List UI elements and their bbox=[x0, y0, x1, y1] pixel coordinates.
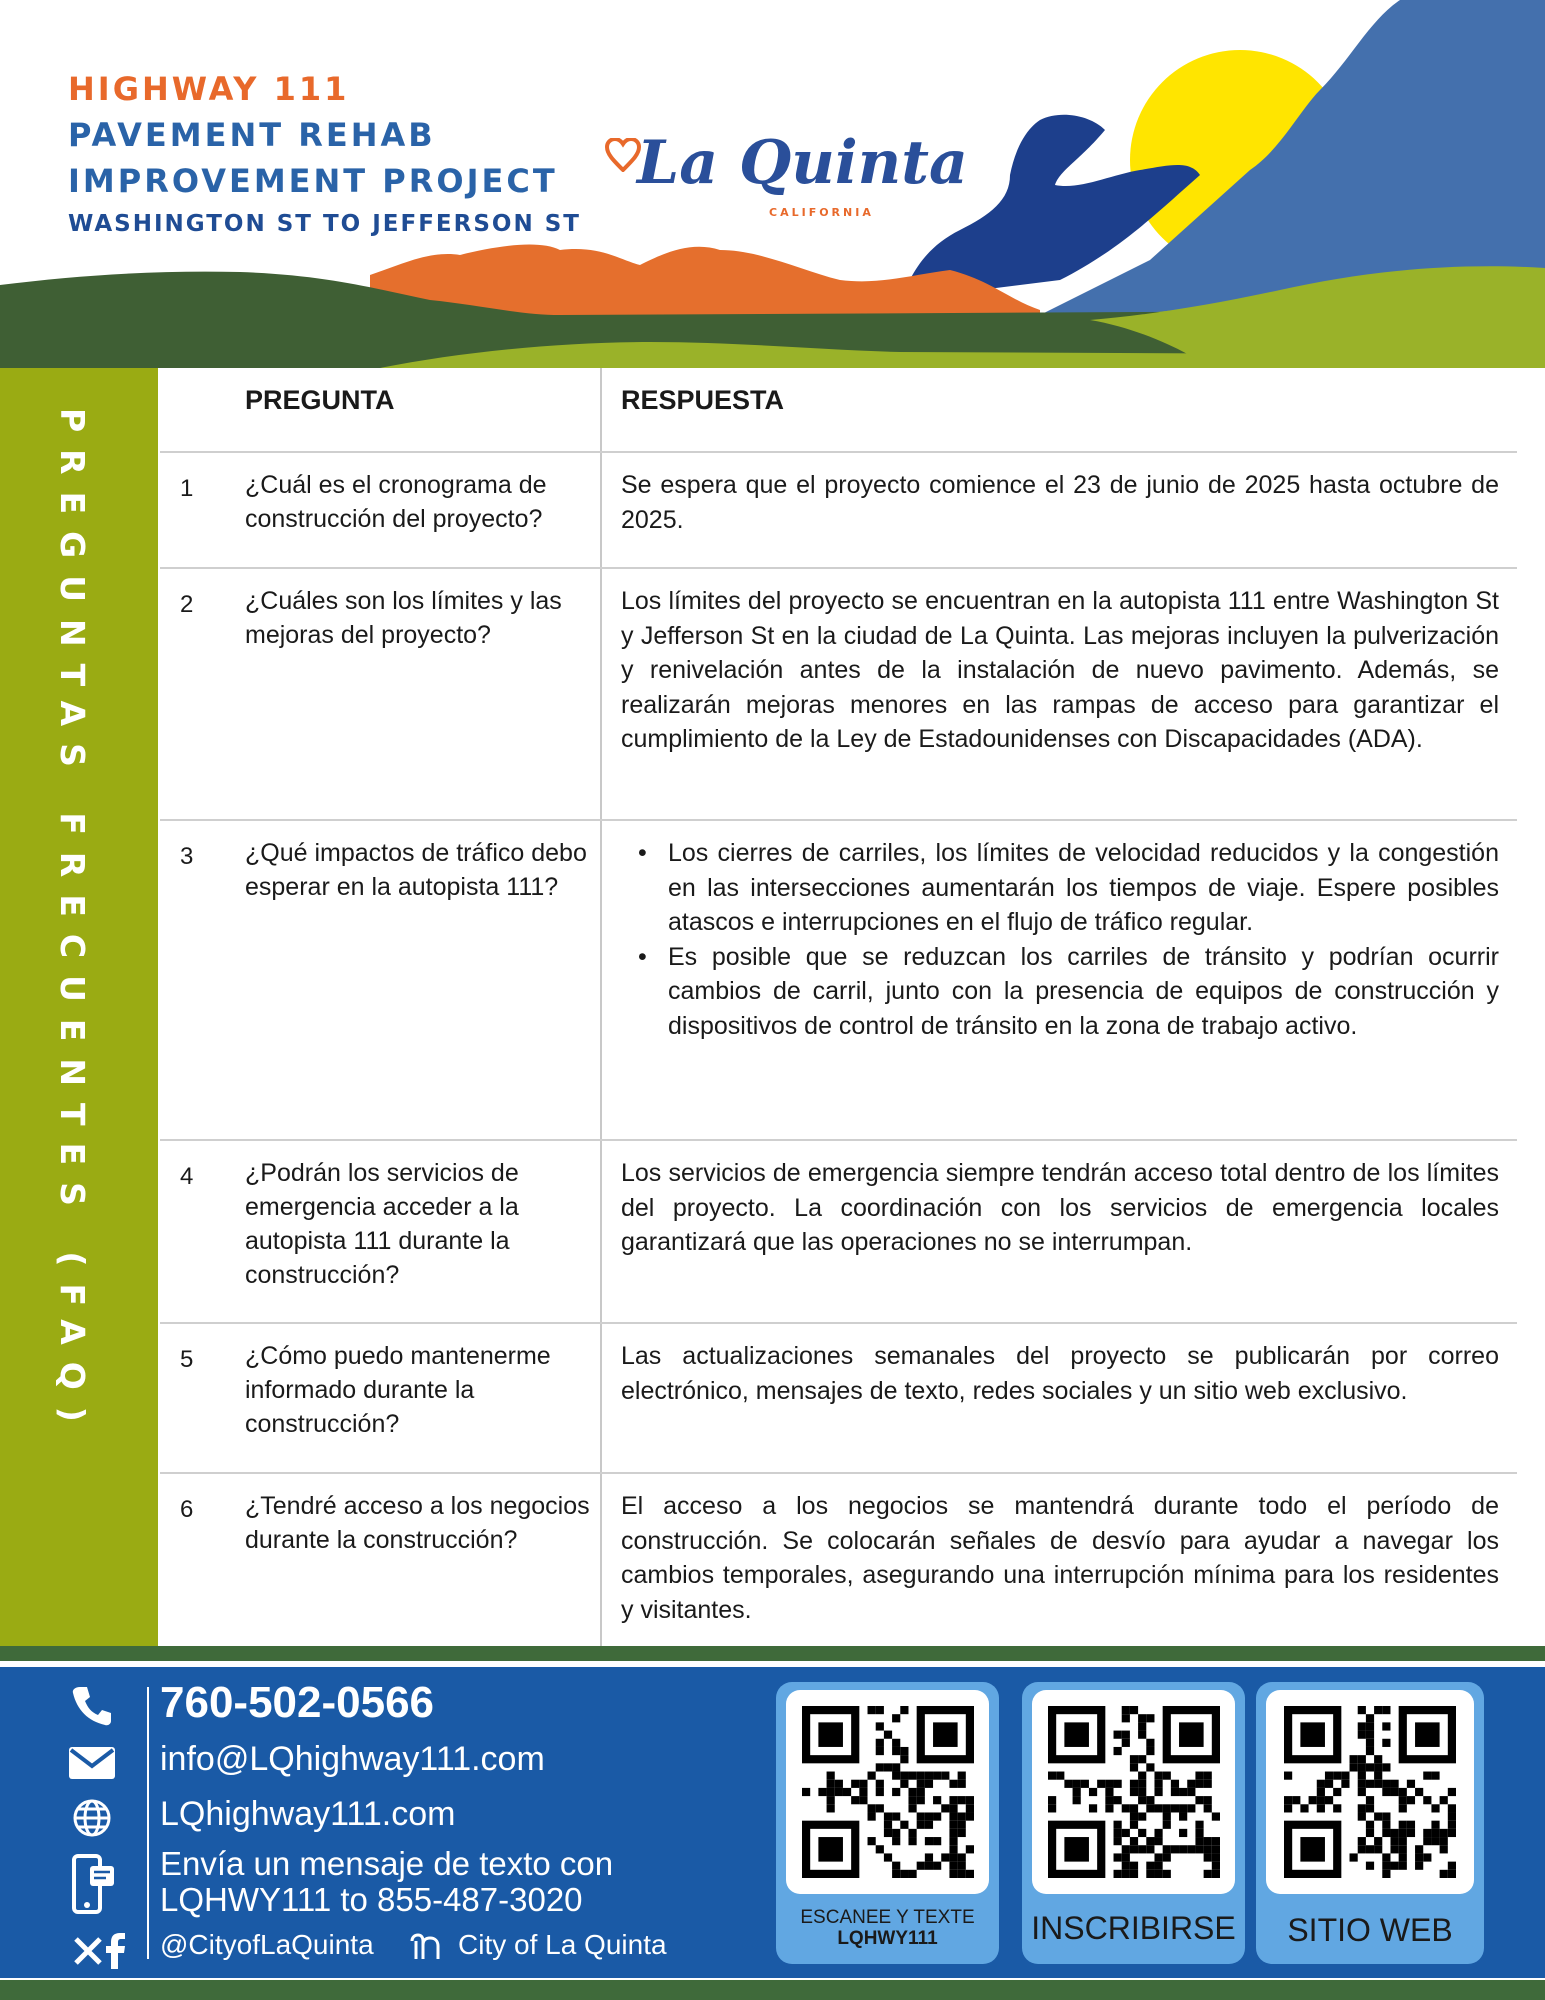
social-handle[interactable]: @CityofLaQuinta bbox=[160, 1929, 374, 1960]
sms-instructions bbox=[160, 1846, 613, 1918]
row-question: ¿Cuál es el cronograma de construcción del proyecto? bbox=[245, 471, 547, 533]
footer-divider bbox=[147, 1687, 149, 1959]
qr-label-website: SITIO WEB bbox=[1287, 1912, 1453, 1948]
title-limits: WASHINGTON ST TO JEFFERSON ST bbox=[68, 211, 581, 237]
table-header-row bbox=[160, 368, 1517, 453]
row-number: 5 bbox=[180, 1346, 194, 1373]
row-question: ¿Cómo puedo mantenerme informado durante la construcción? bbox=[245, 1342, 551, 1438]
table-row bbox=[160, 569, 1517, 821]
qr-label-text bbox=[776, 1907, 999, 1949]
header-question: PREGUNTA bbox=[245, 385, 395, 415]
row-number: 3 bbox=[180, 843, 194, 870]
social-icons bbox=[64, 1929, 134, 1973]
table-row bbox=[160, 1474, 1517, 1644]
row-question: ¿Cuáles son los límites y las mejoras del proyecto? bbox=[245, 587, 562, 649]
sms-line-2: LQHWY111 to 855-487-3020 bbox=[160, 1881, 583, 1918]
la-quinta-logo bbox=[605, 128, 968, 228]
footer-stripe bbox=[0, 1646, 1545, 1661]
row-question: ¿Podrán los servicios de emergencia acceder a la autopista 111 durante la construcción? bbox=[245, 1159, 519, 1289]
heart-icon bbox=[605, 138, 641, 172]
logo-wordmark: La Quinta bbox=[637, 128, 968, 198]
project-title bbox=[68, 66, 581, 244]
qr-code[interactable] bbox=[786, 1690, 989, 1894]
answer-bullet-list bbox=[621, 836, 1499, 1043]
row-answer: Se espera que el proyecto comience el 23 de junio de 2025 hasta octubre de 2025. bbox=[621, 471, 1499, 534]
website-link[interactable]: LQhighway111.com bbox=[160, 1795, 456, 1833]
phone-icon bbox=[64, 1684, 120, 1728]
title-improvement: IMPROVEMENT PROJECT bbox=[68, 162, 558, 200]
qr-label-line-1: ESCANEE Y TEXTE bbox=[800, 1907, 975, 1928]
sidebar-label: PREGUNTAS FRECUENTES (FAQ) bbox=[53, 408, 92, 1439]
qr-code[interactable] bbox=[1266, 1690, 1474, 1894]
sms-line-1: Envía un mensaje de texto con bbox=[160, 1845, 614, 1882]
header-answer: RESPUESTA bbox=[621, 385, 785, 415]
row-answer: Las actualizaciones semanales del proyecto se publicarán por correo electrónico, mensajes de texto, redes sociales y un sitio web exclusivo. bbox=[621, 1342, 1499, 1405]
table-row bbox=[160, 821, 1517, 1141]
nextdoor-icon[interactable] bbox=[410, 1933, 444, 1961]
x-icon[interactable] bbox=[72, 1935, 104, 1967]
qr-label-line-2: LQHWY111 bbox=[837, 1928, 938, 1949]
phone-number[interactable]: 760-502-0566 bbox=[160, 1678, 435, 1727]
table-row bbox=[160, 1141, 1517, 1324]
row-question: ¿Tendré acceso a los negocios durante la construcción? bbox=[245, 1492, 590, 1554]
row-number: 1 bbox=[180, 475, 194, 502]
row-question: ¿Qué impactos de tráfico debo esperar en la autopista 111? bbox=[245, 839, 587, 901]
row-number: 2 bbox=[180, 591, 194, 618]
row-number: 4 bbox=[180, 1163, 194, 1190]
title-highway: HIGHWAY 111 bbox=[68, 70, 350, 108]
faq-sidebar bbox=[0, 368, 158, 1646]
row-number: 6 bbox=[180, 1496, 194, 1523]
bullet-item: • Es posible que se reduzcan los carriles de tránsito y podrían ocurrir cambios de carril, junto con la presencia de equipos de construcción y dispositivos de control de tránsito en la zona de trabajo activo. bbox=[621, 940, 1499, 1044]
facebook-page-name[interactable]: City of La Quinta bbox=[458, 1929, 667, 1960]
qr-card-signup[interactable] bbox=[1022, 1682, 1245, 1964]
qr-label-signup: INSCRIBIRSE bbox=[1031, 1910, 1236, 1946]
title-pavement: PAVEMENT REHAB bbox=[68, 116, 436, 154]
bullet-item: • Los cierres de carriles, los límites de velocidad reducidos y la congestión en las intersecciones aumentarán los tiempos de viaje. Espere posibles atascos e interrupciones en el flujo de tráfico regular. bbox=[621, 836, 1499, 940]
qr-code[interactable] bbox=[1032, 1690, 1235, 1894]
row-answer: El acceso a los negocios se mantendrá durante todo el período de construcción. Se colocarán señales de desvío para ayudar a navegar los cambios temporales, asegurando una interrupción mínima para los residentes y visitantes. bbox=[621, 1492, 1499, 1624]
email-link[interactable]: info@LQhighway111.com bbox=[160, 1740, 545, 1778]
globe-icon bbox=[64, 1796, 120, 1840]
faq-table bbox=[160, 368, 1517, 1644]
table-row bbox=[160, 1324, 1517, 1474]
row-answer bbox=[621, 836, 1499, 1043]
contact-footer bbox=[0, 1667, 1545, 1978]
row-answer: Los límites del proyecto se encuentran en la autopista 111 entre Washington St y Jefferson St en la ciudad de La Quinta. Las mejoras incluyen la pulverización y renivelación antes de la instalación de nuevo pavimento. Además, se realizarán mejoras menores en las rampas de acceso para garantizar el cumplimiento de la Ley de Estadounidenses con Discapacidades (ADA). bbox=[621, 587, 1499, 753]
logo-subtitle: CALIFORNIA bbox=[769, 206, 874, 219]
row-answer: Los servicios de emergencia siempre tendrán acceso total dentro de los límites del proyecto. La coordinación con los servicios de emergencia locales garantizará que las operaciones no se interrumpan. bbox=[621, 1159, 1499, 1256]
mail-icon bbox=[64, 1741, 120, 1785]
footer-bottom-stripe bbox=[0, 1980, 1545, 2000]
qr-card-text[interactable] bbox=[776, 1682, 999, 1964]
header-banner bbox=[0, 0, 1545, 368]
mobile-message-icon bbox=[64, 1854, 120, 1916]
qr-card-website[interactable] bbox=[1256, 1682, 1484, 1964]
facebook-icon[interactable] bbox=[104, 1933, 126, 1969]
table-row bbox=[160, 453, 1517, 569]
